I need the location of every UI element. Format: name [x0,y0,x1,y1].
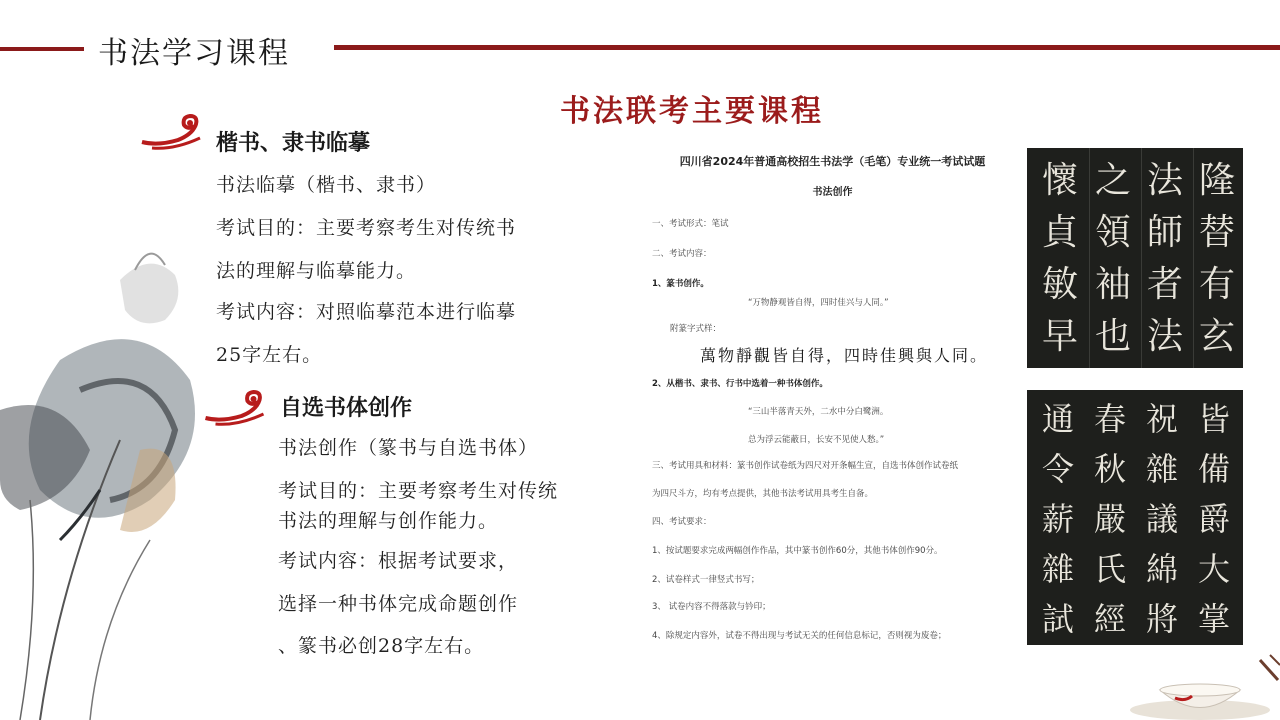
rubbing-char: 有 [1198,264,1235,305]
rubbing-column [1141,148,1190,368]
exam-doc-line: 1、按试题要求完成两幅创作作品，其中篆书创作60分，其他书体创作90分。 [652,546,943,556]
section1-line: 考试目的：主要考察考生对传统书 [216,217,517,239]
header-rule-right [334,45,1280,50]
rubbing-char: 備 [1197,450,1230,488]
rubbing-column [1087,390,1135,645]
exam-doc-line: 三、考试用具和材料：篆书创作试卷纸为四尺对开条幅生宣，自选书体创作试卷纸 [652,461,959,471]
exam-doc-line: 2、试卷样式一律竖式书写； [652,575,760,585]
rubbing-char: 令 [1041,450,1074,488]
rubbing-char: 綿 [1145,550,1178,588]
section1-title: 楷书、隶书临摹 [216,130,371,156]
rubbing-column [1089,148,1138,368]
rubbing-column [1037,148,1085,368]
rubbing-char: 秋 [1093,450,1126,488]
main-title: 书法联考主要课程 [560,94,824,129]
teacup-decoration [1120,650,1280,720]
rubbing-char: 嚴 [1093,500,1126,538]
rubbing-char: 也 [1094,316,1131,357]
exam-doc-line: 二、考试内容： [652,249,712,259]
section2-line: 考试目的：主要考察考生对传统 [278,480,559,502]
exam-doc-line: 总为浮云能蔽日，长安不见使人愁。” [748,435,885,445]
rubbing-char: 大 [1197,550,1230,588]
stele-rubbing-lishu [1027,390,1243,645]
header-rule-left [0,47,84,51]
rubbing-char: 之 [1094,160,1131,201]
rubbing-char: 雜 [1041,550,1074,588]
rubbing-column [1193,148,1242,368]
rubbing-char: 試 [1041,600,1074,638]
rubbing-char: 玄 [1198,316,1235,357]
rubbing-char: 議 [1145,500,1178,538]
rubbing-char: 領 [1094,212,1131,253]
rubbing-column [1035,390,1083,645]
section2-line: 书法的理解与创作能力。 [278,510,499,532]
section1-line: 法的理解与临摹能力。 [216,260,417,282]
exam-doc-line: 为四尺斗方，均有考点提供，其他书法考试用具考生自备。 [652,489,874,499]
rubbing-char: 袖 [1094,264,1131,305]
rubbing-char: 祝 [1145,400,1178,438]
section2-line: 选择一种书体完成命题创作 [278,593,519,615]
section1-line: 25字左右。 [216,344,323,366]
rubbing-char: 將 [1145,600,1178,638]
section2-line: 考试内容：根据考试要求， [278,550,519,572]
rubbing-char: 隆 [1198,160,1235,201]
rubbing-char: 者 [1146,264,1183,305]
exam-doc-line: “万物静观皆自得，四时佳兴与人同。” [748,298,889,308]
header-title: 书法学习课程 [98,36,290,71]
rubbing-column [1191,390,1239,645]
rubbing-char: 替 [1198,212,1235,253]
rubbing-char: 掌 [1197,600,1230,638]
section1-line: 书法临摹（楷书、隶书） [216,174,437,196]
section1-line: 考试内容：对照临摹范本进行临摹 [216,301,517,323]
exam-doc-line: 2、从楷书、隶书、行书中选着一种书体创作。 [652,379,828,389]
rubbing-char: 敏 [1041,264,1078,305]
exam-document [640,145,1025,645]
rubbing-char: 早 [1041,316,1078,357]
exam-doc-line: 3、 试卷内容不得落款与钤印； [652,602,771,612]
section2-line: 、篆书必创28字左右。 [278,635,485,657]
rubbing-char: 貞 [1041,212,1078,253]
rubbing-char: 爵 [1197,500,1230,538]
section2-line: 书法创作（篆书与自选书体） [278,437,539,459]
stele-rubbing-kaishu [1027,148,1243,368]
exam-doc-line: 1、篆书创作。 [652,279,709,289]
rubbing-char: 法 [1146,316,1183,357]
exam-doc-title: 四川省2024年普通高校招生书法学（毛笔）专业统一考试试题 [679,155,986,168]
cloud-scroll-icon [138,112,210,152]
exam-doc-line: 四、考试要求： [652,517,712,527]
exam-doc-line: “三山半落青天外，二水中分白鹭洲。 [748,407,889,417]
rubbing-char: 法 [1146,160,1183,201]
exam-doc-line: 一、考试形式：笔试 [652,219,729,229]
exam-doc-line: 附篆字式样： [670,324,722,334]
rubbing-char: 師 [1146,212,1183,253]
rubbing-char: 春 [1093,400,1126,438]
section2-title: 自选书体创作 [280,395,413,421]
rubbing-char: 氏 [1093,550,1126,588]
rubbing-column [1139,390,1187,645]
rubbing-char: 雜 [1145,450,1178,488]
rubbing-char: 皆 [1197,400,1230,438]
rubbing-char: 經 [1093,600,1126,638]
rubbing-char: 懷 [1041,160,1078,201]
exam-doc-subtitle: 书法创作 [812,187,853,198]
cloud-scroll-icon [200,388,275,428]
seal-script-sample: 萬物靜觀皆自得，四時佳興與人同。 [700,346,989,365]
lotus-ink-painting [0,240,230,720]
exam-doc-line: 4、除规定内容外，试卷不得出现与考试无关的任何信息标记，否则视为废卷； [652,631,947,641]
rubbing-char: 薪 [1041,500,1074,538]
rubbing-char: 通 [1041,400,1074,438]
